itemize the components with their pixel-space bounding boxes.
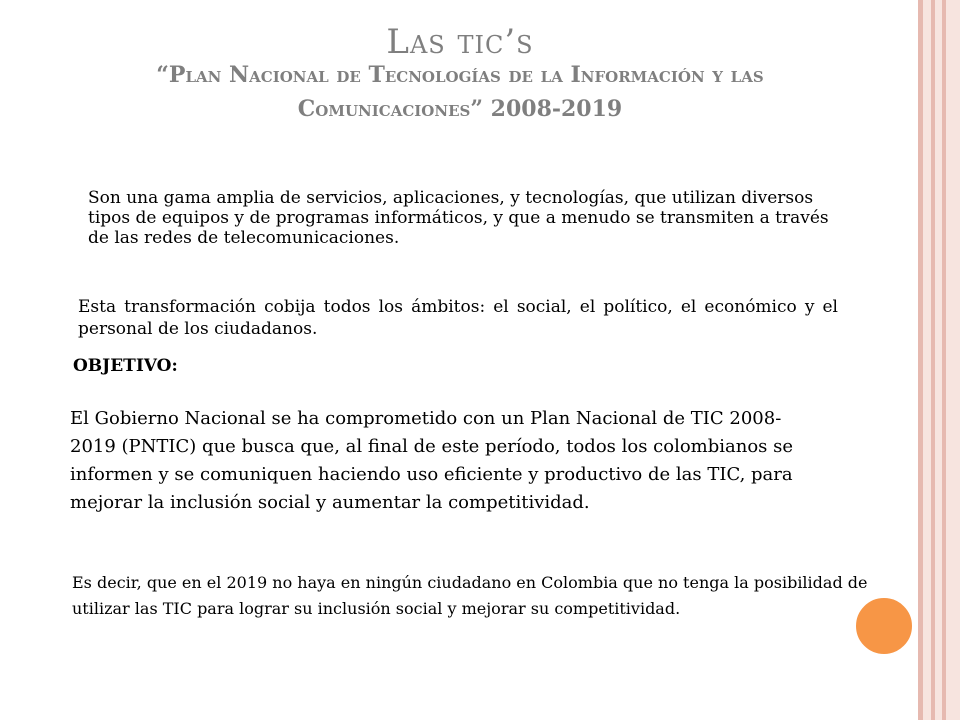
paragraph-transformation: Esta transformación cobija todos los ámbitos: el social, el político, el económico y el personal de los ciudadanos. (78, 297, 838, 339)
decorative-stripe (946, 0, 960, 720)
slide-title: Las tic’s (386, 22, 534, 62)
paragraph-definition: Son una gama amplia de servicios, aplicaciones, y tecnologías, que utilizan diversos tipos de equipos y de programas informáticos, y que a menudo se transmiten a través de las redes de telecomunicaciones. (88, 188, 829, 248)
decorative-stripe (923, 0, 931, 720)
accent-circle (854, 596, 914, 656)
slide-subtitle: “Plan Nacional de Tecnologías de la Información y las Comunicaciones” 2008-2019 (156, 62, 764, 122)
objective-heading: OBJETIVO: (73, 356, 178, 376)
objective-note: Es decir, que en el 2019 no haya en ningún ciudadano en Colombia que no tenga la posibilidad de utilizar las TIC para lograr su inclusión social y mejorar su competitividad. (72, 573, 868, 618)
objective-text: El Gobierno Nacional se ha comprometido con un Plan Nacional de TIC 2008- 2019 (PNTIC) que busca que, al final de este período, todos los colombianos se informen y se comuniquen haciendo uso eficiente y productivo de las TIC, para mejorar la inclusión social y aumentar la competitividad. (70, 408, 794, 513)
decorative-stripe (935, 0, 942, 720)
